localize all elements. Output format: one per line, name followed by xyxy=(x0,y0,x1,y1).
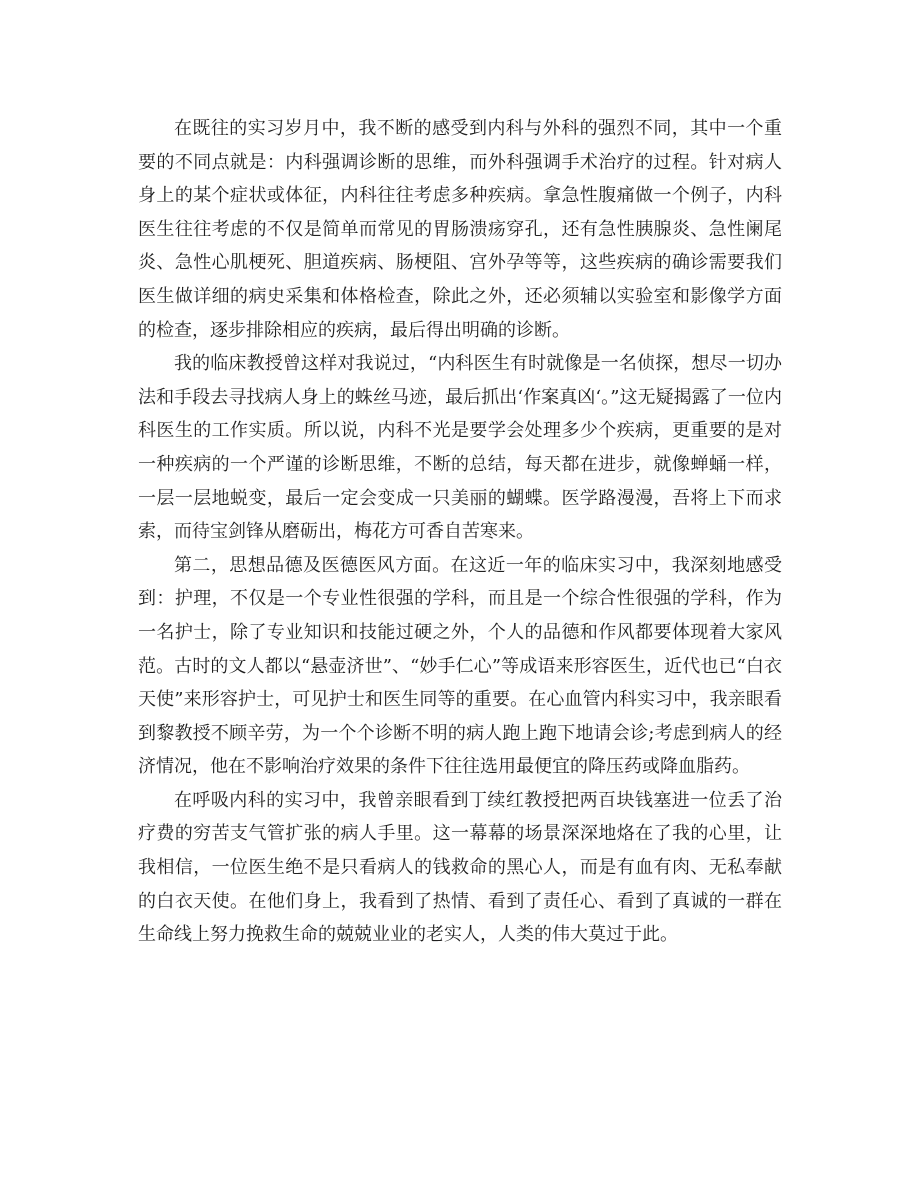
paragraph-2: 我的临床教授曾这样对我说过，“内科医生有时就像是一名侦探，想尽一切办法和手段去寻找病人身上的蛛丝马迹，最后抓出‘作案真凶‘。”这无疑揭露了一位内科医生的工作实质。所以说，内科不光是要学会处理多少个疾病，更重要的是对一种疾病的一个严谨的诊断思维，不断的总结，每天都在进步，就像蝉蛹一样，一层一层地蜕变，最后一定会变成一只美丽的蝴蝶。医学路漫漫，吾将上下而求索，而待宝剑锋从磨砺出，梅花方可香自苦寒来。 xyxy=(138,353,782,543)
document-body xyxy=(138,112,782,952)
paragraph-1: 在既往的实习岁月中，我不断的感受到内科与外科的强烈不同，其中一个重要的不同点就是：内科强调诊断的思维，而外科强调手术治疗的过程。针对病人身上的某个症状或体征，内科往往考虑多种疾病。拿急性腹痛做一个例子，内科医生往往考虑的不仅是简单而常见的胃肠溃疡穿孔，还有急性胰腺炎、急性阑尾炎、急性心肌梗死、胆道疾病、肠梗阻、宫外孕等等，这些疾病的确诊需要我们医生做详细的病史采集和体格检查，除此之外，还必须辅以实验室和影像学方面的检查，逐步排除相应的疾病，最后得出明确的诊断。 xyxy=(138,118,782,341)
paragraph-4: 在呼吸内科的实习中，我曾亲眼看到丁续红教授把两百块钱塞进一位丢了治疗费的穷苦支气管扩张的病人手里。这一幕幕的场景深深地烙在了我的心里，让我相信，一位医生绝不是只看病人的钱救命的黑心人，而是有血有肉、无私奉献的白衣天使。在他们身上，我看到了热情、看到了责任心、看到了真诚的一群在生命线上努力挽救生命的兢兢业业的老实人，人类的伟大莫过于此。 xyxy=(138,789,782,946)
paragraph-3: 第二，思想品德及医德医风方面。在这近一年的临床实习中，我深刻地感受到：护理，不仅是一个专业性很强的学科，而且是一个综合性很强的学科，作为一名护士，除了专业知识和技能过硬之外，个人的品德和作风都要体现着大家风范。古时的文人都以“悬壶济世”、“妙手仁心”等成语来形容医生，近代也已“白衣天使”来形容护士，可见护士和医生同等的重要。在心血管内科实习中，我亲眼看到黎教授不顾辛劳，为一个个诊断不明的病人跑上跑下地请会诊;考虑到病人的经济情况，他在不影响治疗效果的条件下往往选用最便宜的降压药或降血脂药。 xyxy=(138,554,782,778)
